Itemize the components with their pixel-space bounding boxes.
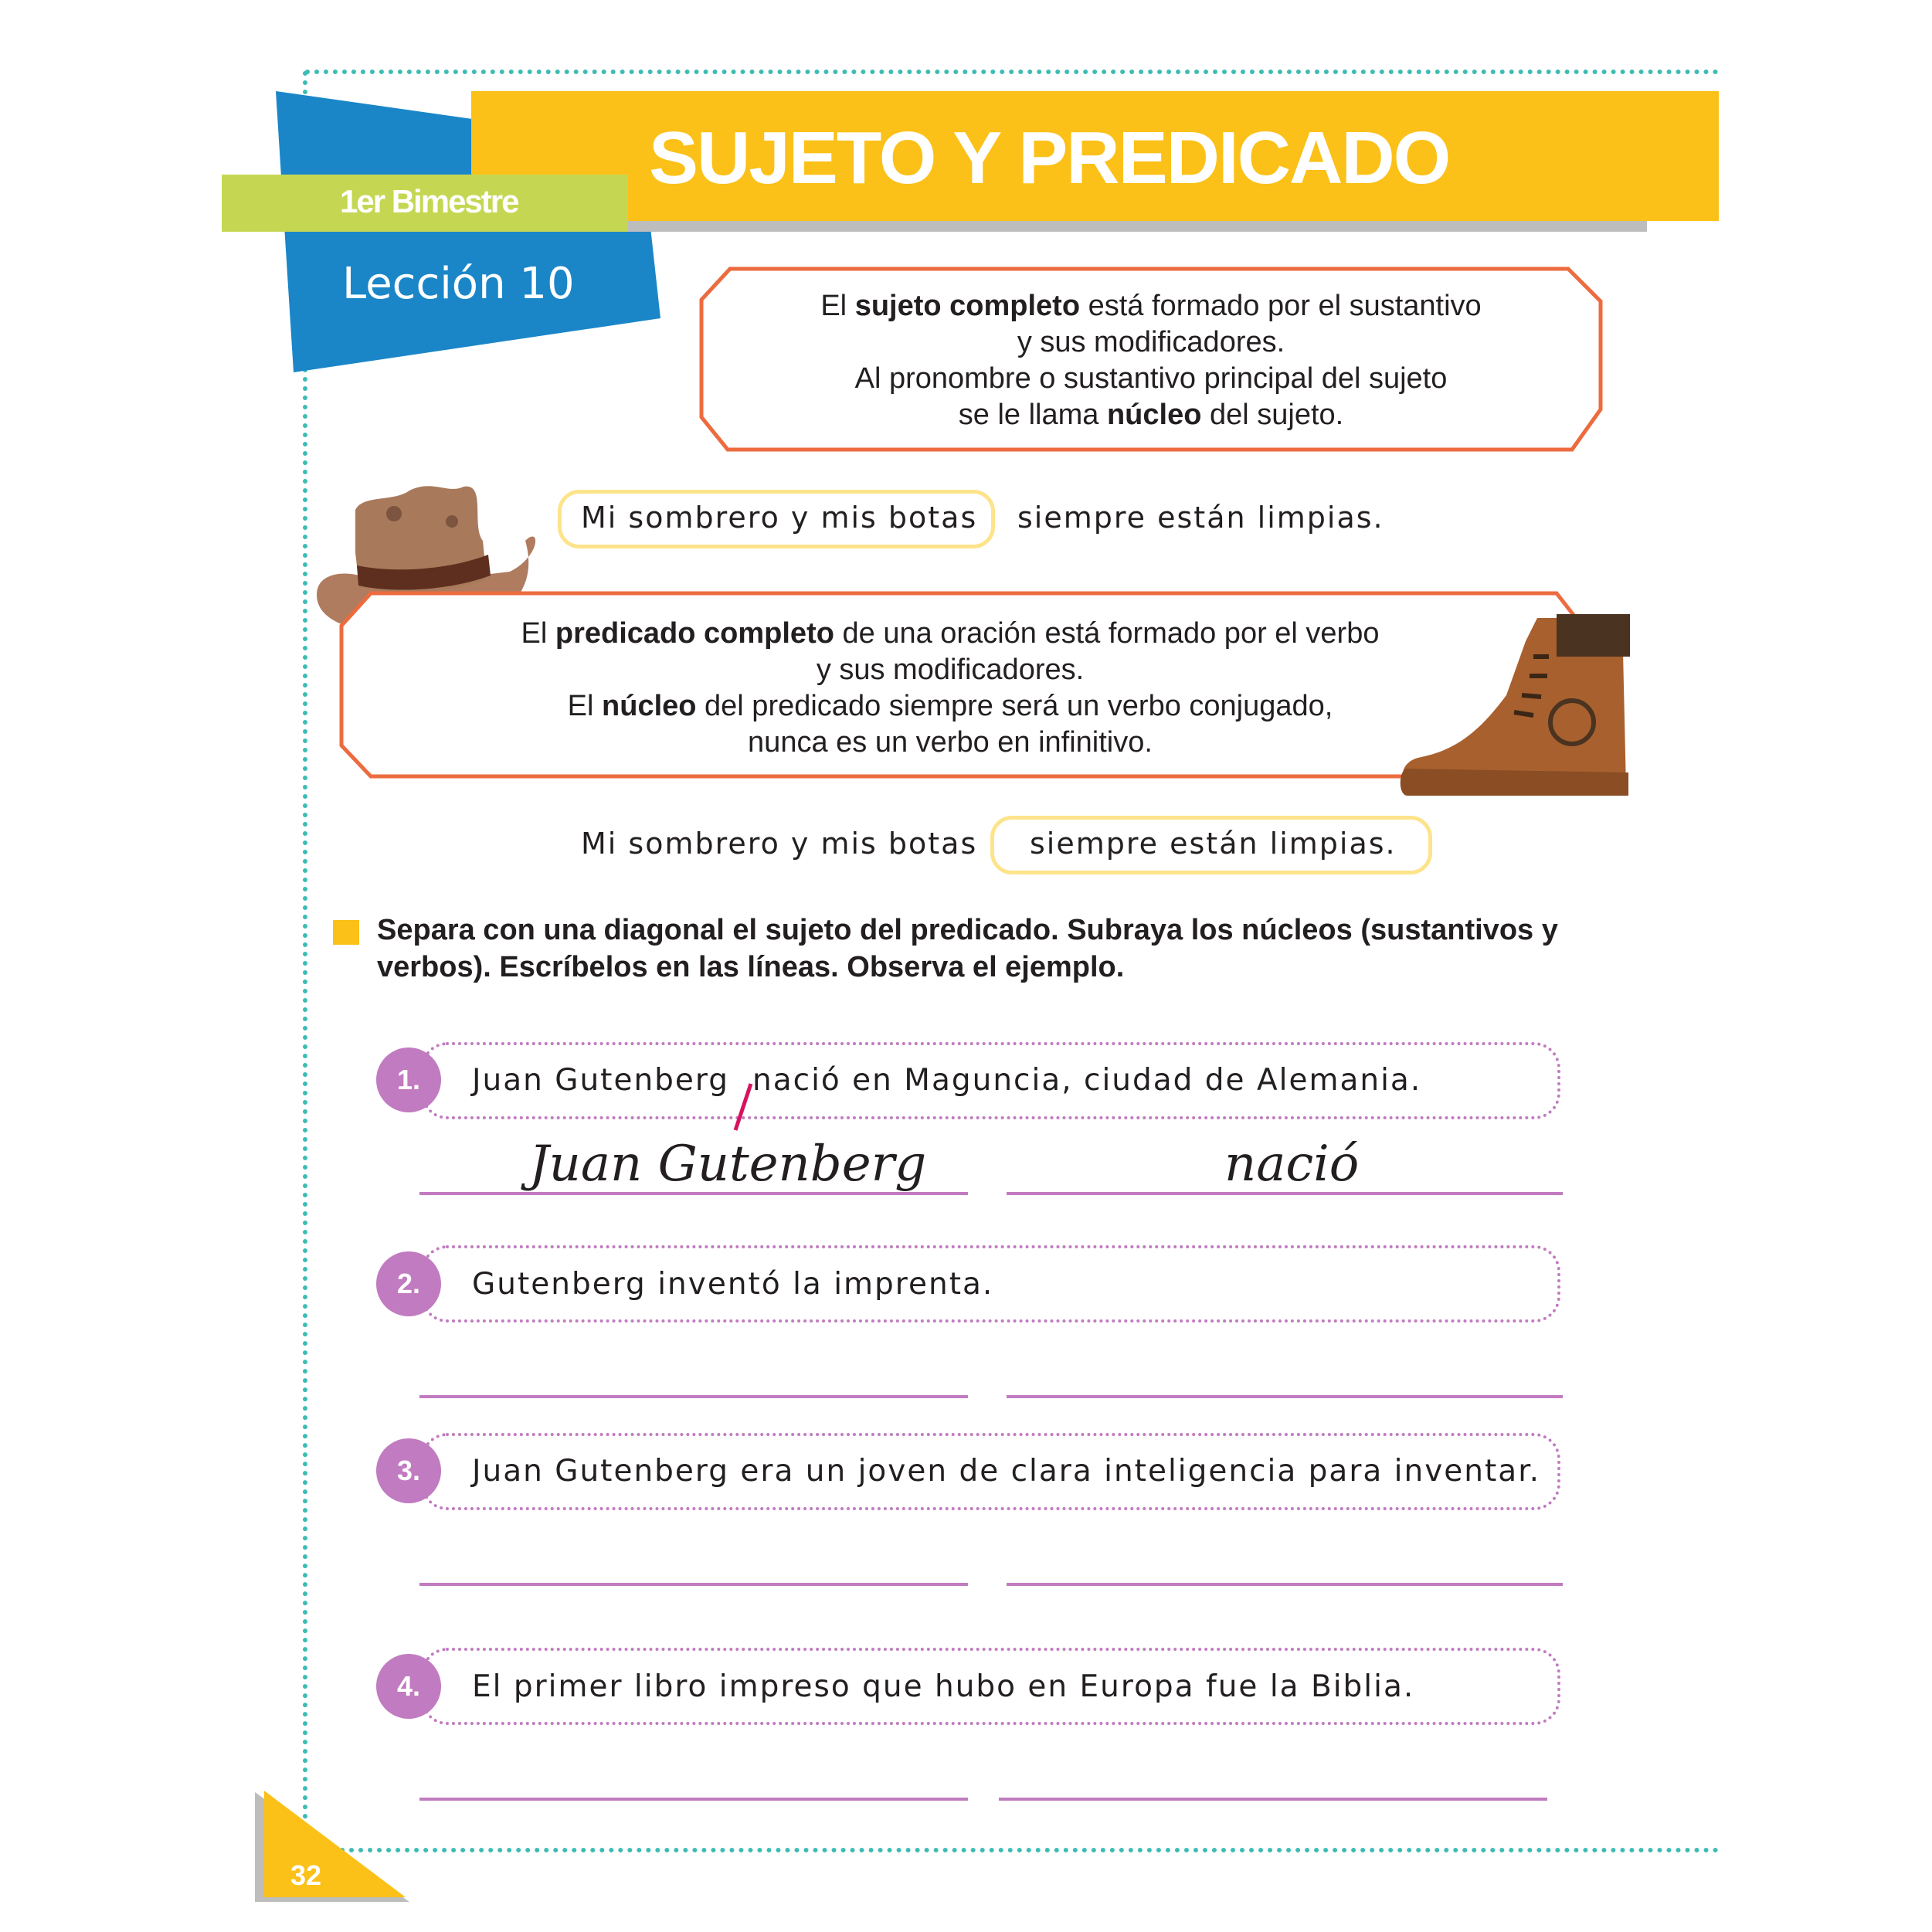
instruction-bullet — [333, 920, 359, 945]
exercise-1-number: 1. — [376, 1047, 441, 1112]
exercise-3-answer-line-verb[interactable] — [1007, 1583, 1563, 1586]
page-number: 32 — [290, 1859, 322, 1891]
exercise-1-subject: Juan Gutenberg — [472, 1063, 730, 1098]
exercise-1-predicate: nació en Maguncia, ciudad de Alemania. — [752, 1063, 1422, 1098]
sujeto-definition: El sujeto completo está formado por el sustantivo y sus modificadores. Al pronombre o sustantivo principal del sujeto se le llama núcleo del sujeto. — [820, 290, 1482, 431]
example2-subject: Mi sombrero y mis botas — [581, 827, 978, 861]
exercise-3-answer-line-subject[interactable] — [419, 1583, 968, 1586]
example1-subject: Mi sombrero y mis botas — [581, 501, 978, 535]
exercise-2-answer-line-verb[interactable] — [1007, 1395, 1563, 1398]
exercise-1-answer-verb: nació — [1224, 1136, 1360, 1193]
exercise-4-sentence: El primer libro impreso que hubo en Europa fue la Biblia. — [472, 1669, 1415, 1704]
instructions: Separa con una diagonal el sujeto del predicado. Subraya los núcleos (sustantivos y verbos). Escríbelos en las líneas. Observa el ejemplo. — [377, 914, 1558, 983]
bimestre-label: 1er Bimestre — [340, 183, 518, 219]
exercise-3-number: 3. — [376, 1438, 441, 1503]
title-shadow — [603, 221, 1647, 232]
exercise-2-sentence: Gutenberg inventó la imprenta. — [472, 1267, 994, 1302]
page-title: SUJETO Y PREDICADO — [649, 117, 1450, 199]
example1-predicate: siempre están limpias. — [1017, 501, 1384, 535]
exercise-3-sentence: Juan Gutenberg era un joven de clara inteligencia para inventar. — [472, 1454, 1541, 1489]
exercise-4-answer-line-subject[interactable] — [419, 1798, 968, 1801]
exercise-4-number: 4. — [376, 1654, 441, 1719]
example2-predicate: siempre están limpias. — [1030, 827, 1397, 861]
exercise-1-answer-subject: Juan Gutenberg — [529, 1136, 927, 1193]
boot-illustration — [1398, 610, 1645, 819]
leccion-label: Lección 10 — [342, 259, 575, 309]
bottom-dotted-border — [340, 1848, 1719, 1852]
exercise-2-answer-line-subject[interactable] — [419, 1395, 968, 1398]
predicado-definition: El predicado completo de una oración está formado por el verbo y sus modificadores. El núcleo del predicado siempre será un verbo conjugado, nunca es un verbo en infinitivo. — [521, 617, 1380, 759]
exercise-2-number: 2. — [376, 1251, 441, 1316]
exercise-4-answer-line-verb[interactable] — [999, 1798, 1547, 1801]
page-corner — [247, 1784, 425, 1908]
exercise-1-sentence — [472, 1063, 1421, 1098]
